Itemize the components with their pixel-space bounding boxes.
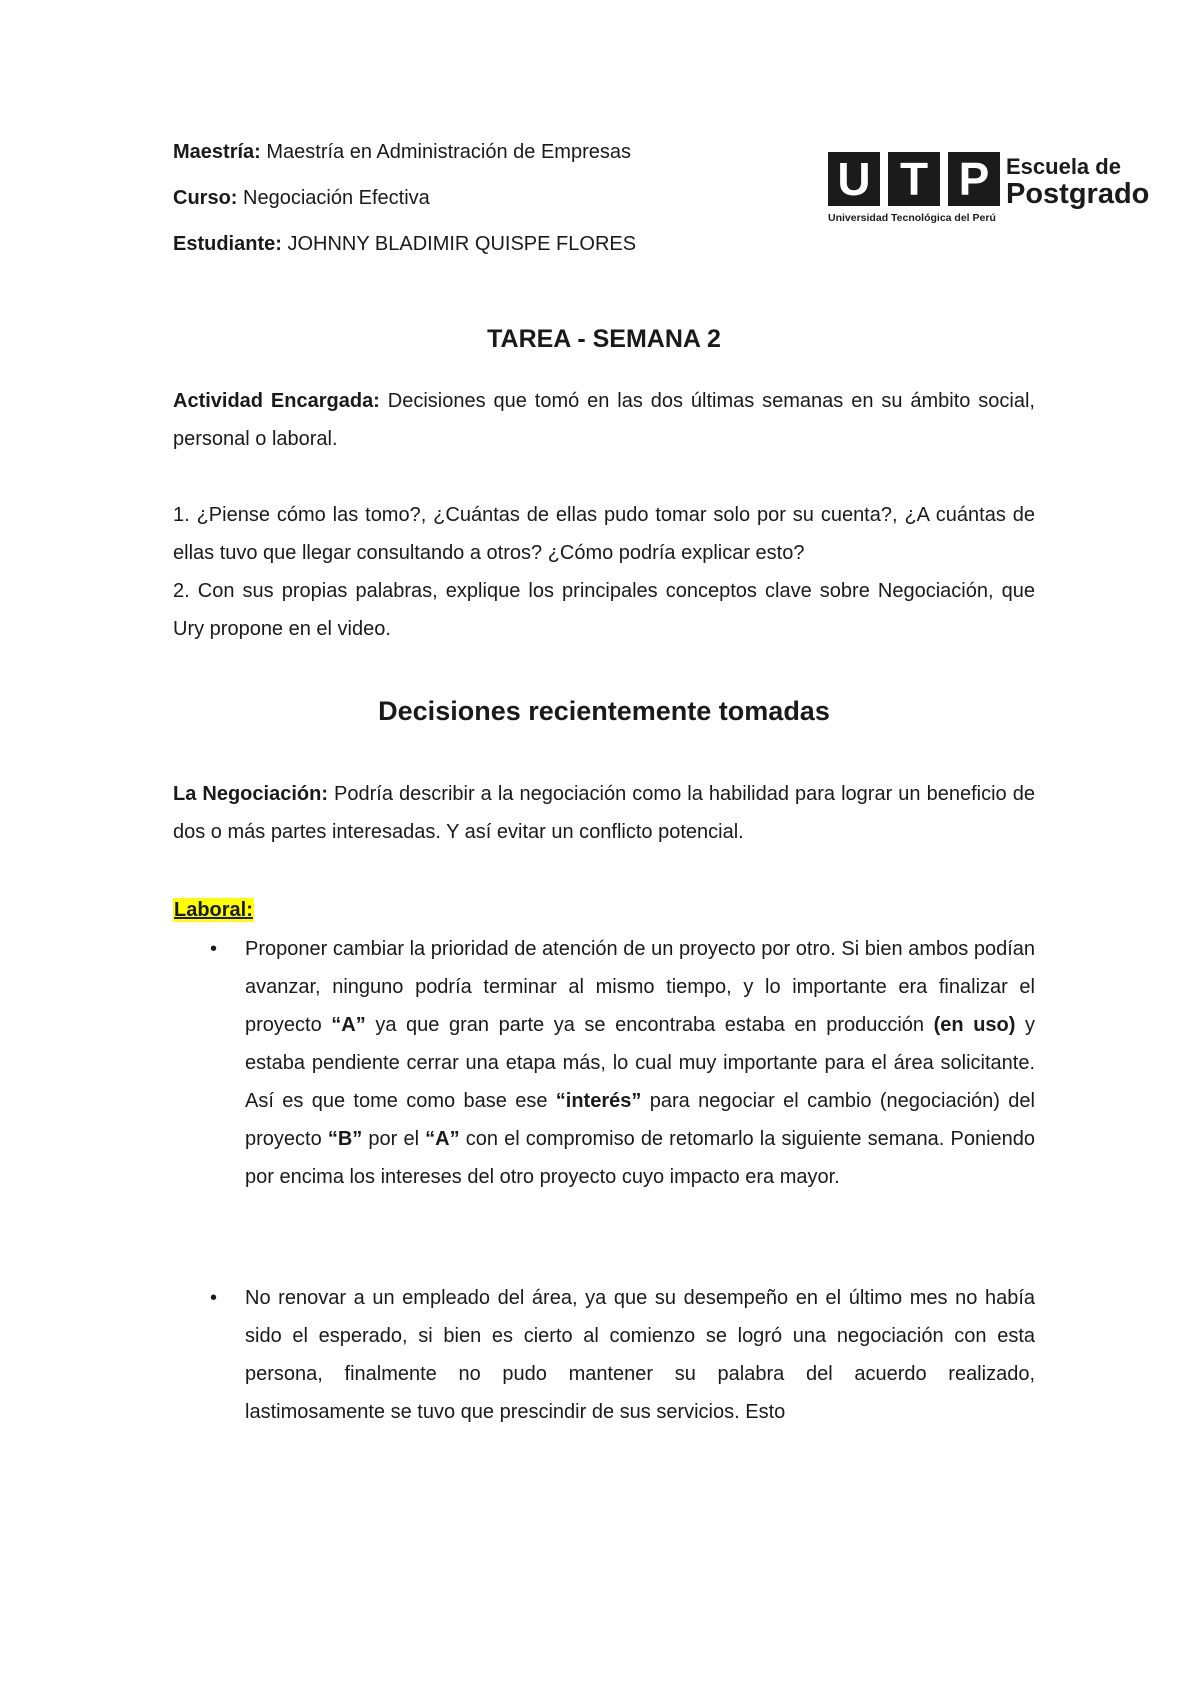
activity-label: Actividad Encargada: — [173, 390, 380, 412]
activity-text: Decisiones que tomó en las dos últimas semanas en su ámbito social, personal o laboral. — [173, 390, 1035, 450]
bullet-marker: • — [210, 1287, 218, 1309]
bullet-1-en-uso: (en uso) — [933, 1014, 1016, 1036]
estudiante-line — [173, 232, 733, 256]
bullet-1-text-1: Proponer cambiar la prioridad de atención de un proyecto por otro. Si bien ambos podían avanzar, ninguno podría terminar al mismo tiempo, y lo importante era finalizar el proyecto — [245, 938, 1035, 1036]
logo-letters — [828, 152, 1000, 206]
bullet-item-1 — [245, 930, 1035, 1196]
utp-logo — [828, 152, 1160, 228]
laboral-heading: Laboral: — [174, 899, 253, 921]
bullet-1-text-6: con el compromiso de retomarlo la siguiente semana. Poniendo por encima los intereses del otro proyecto cuyo impacto era mayor. — [245, 1128, 1036, 1188]
logo-letter-t: T — [888, 152, 940, 206]
logo-school-name — [1006, 156, 1149, 209]
bullet-1-quote-a2: “A” — [425, 1128, 460, 1150]
logo-tagline: Universidad Tecnológica del Perú — [828, 212, 996, 224]
question-1: 1. ¿Piense cómo las tomo?, ¿Cuántas de ellas pudo tomar solo por su cuenta?, ¿A cuántas de ellas tuvo que llegar consultando a otros? ¿Cómo podría explicar esto? — [173, 504, 1035, 564]
estudiante-label: Estudiante: — [173, 233, 282, 255]
bullet-item-2: No renovar a un empleado del área, ya que su desempeño en el último mes no había sido el esperado, si bien es cierto al comienzo se logró una negociación con esta persona, finalmente no pudo mantener su palabra del acuerdo realizado, lastimosamente se tuvo que prescindir de sus servicios. Esto — [245, 1287, 1035, 1423]
logo-letter-u: U — [828, 152, 880, 206]
negociacion-paragraph — [173, 775, 1035, 851]
activity-paragraph — [173, 382, 1035, 458]
header-info — [173, 140, 733, 278]
section-title: Decisiones recientemente tomadas — [378, 696, 830, 726]
bullet-1-text-3: y estaba pendiente cerrar una etapa más, lo cual muy importante para el área solicitante. Así es que tome como base ese — [245, 1014, 1036, 1112]
curso-value: Negociación Efectiva — [243, 187, 430, 209]
bullet-1-quote-b: “B” — [327, 1128, 363, 1150]
maestria-line — [173, 140, 733, 164]
curso-line — [173, 186, 733, 210]
logo-school-line1: Escuela de — [1006, 154, 1121, 179]
bullet-1-text-5: por el — [362, 1128, 426, 1150]
page-title: TAREA - SEMANA 2 — [487, 325, 721, 353]
estudiante-value: JOHNNY BLADIMIR QUISPE FLORES — [287, 233, 637, 255]
logo-letter-p: P — [948, 152, 1000, 206]
bullet-1-text-2: ya que gran parte ya se encontraba estaba en producción — [365, 1014, 934, 1036]
question-2: 2. Con sus propias palabras, explique los principales conceptos clave sobre Negociación, que Ury propone en el video. — [173, 580, 1035, 640]
bullet-1-text-4: para negociar el cambio (negociación) del proyecto — [245, 1090, 1035, 1150]
maestria-label: Maestría: — [173, 141, 261, 163]
bullet-marker: • — [210, 938, 218, 960]
negociacion-text: Podría describir a la negociación como la habilidad para lograr un beneficio de dos o más partes interesadas. Y así evitar un conflicto potencial. — [173, 783, 1035, 843]
bullet-1-interes: “interés” — [555, 1090, 642, 1112]
logo-school-line2: Postgrado — [1006, 178, 1150, 210]
curso-label: Curso: — [173, 187, 238, 209]
bullet-1-quote-a: “A” — [331, 1014, 366, 1036]
negociacion-label: La Negociación: — [173, 783, 328, 805]
maestria-value: Maestría en Administración de Empresas — [266, 141, 631, 163]
